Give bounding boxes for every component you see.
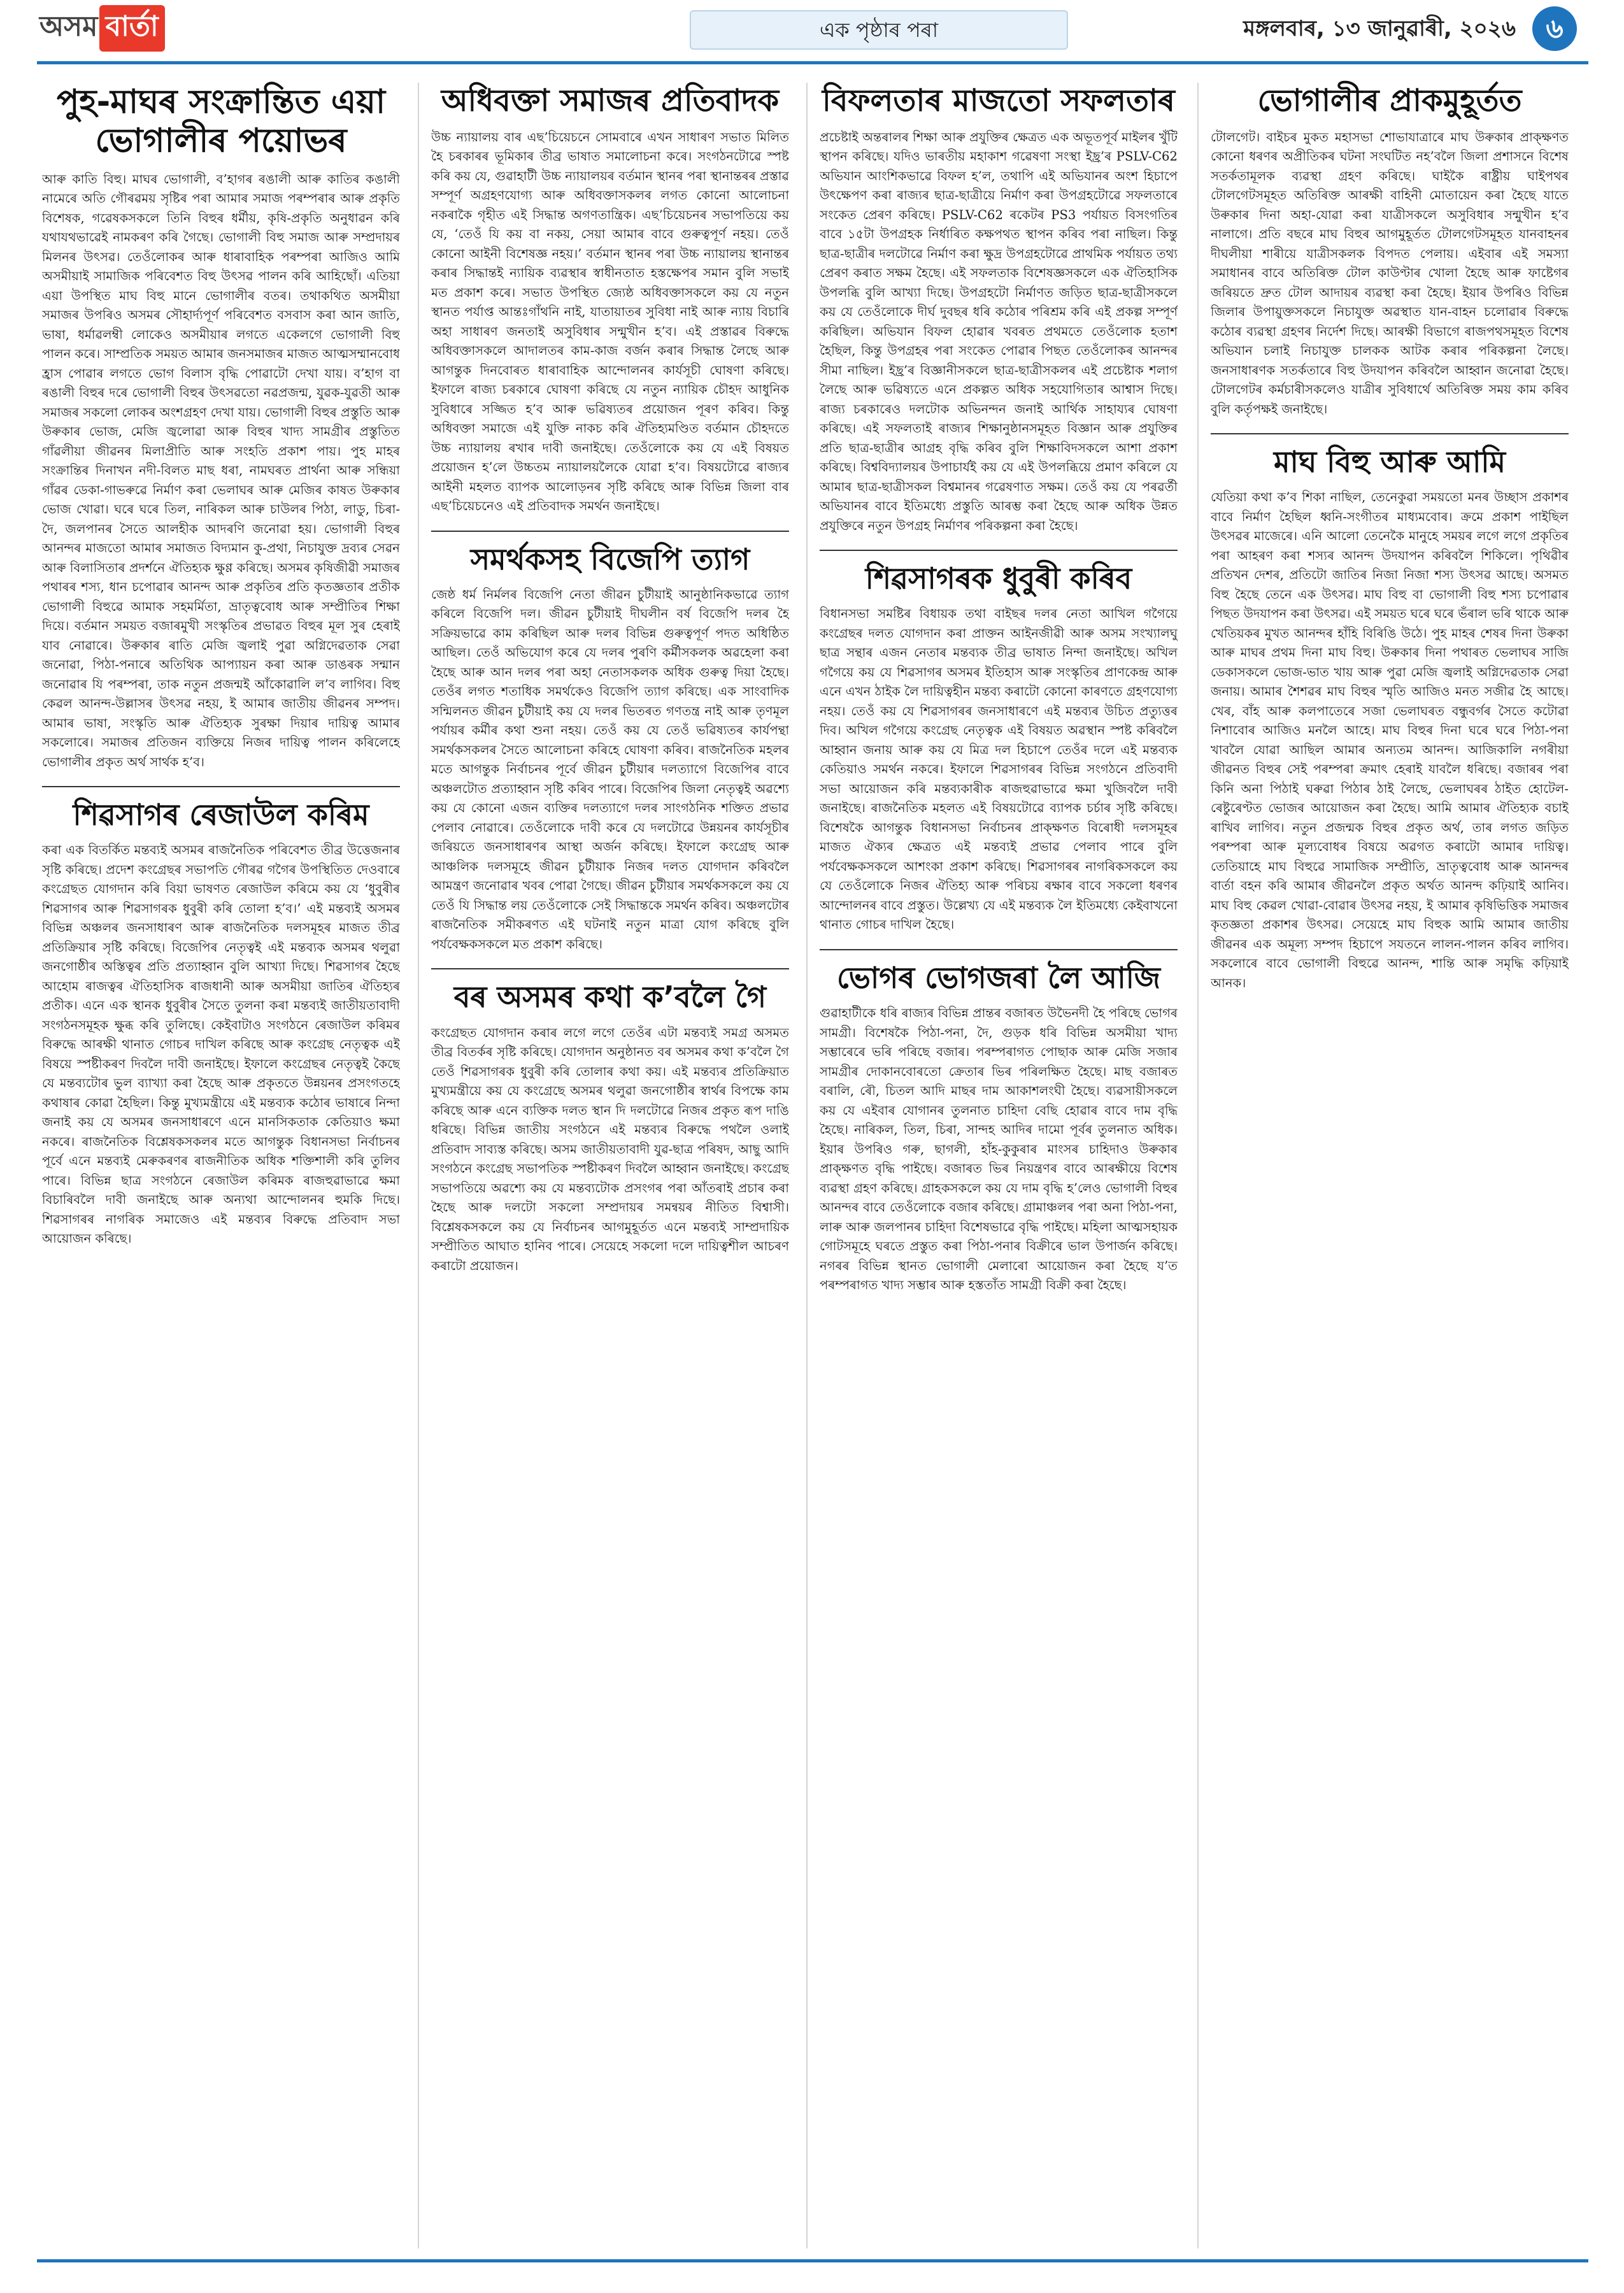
logo-text-part1: অসম (39, 10, 98, 43)
column-3 (820, 79, 1178, 2251)
headline[interactable]: শিৱসাগৰ ৰেজাউল কৰিম (73, 797, 369, 832)
article-divider (42, 786, 400, 787)
article-advocate (431, 83, 789, 517)
column-1 (42, 79, 400, 2251)
article-failure-success (820, 83, 1178, 536)
column-4 (1211, 79, 1569, 2251)
article-divider (431, 968, 789, 969)
article-pus-magh (42, 83, 400, 772)
footer-rule (37, 2259, 1588, 2262)
headline[interactable]: মাঘ বিহু আৰু আমি (1273, 445, 1506, 480)
article-body: কংগ্ৰেছত যোগদান কৰাৰ লগে লগে তেওঁৰ এটা মন্তব্যই সমগ্ৰ অসমত তীব্ৰ বিতৰ্কৰ সৃষ্টি কৰিছে। যোগদান অনুষ্ঠানত বৰ অসমৰ কথা ক’বলৈ গৈ তেওঁ শিৱসাগৰক ধুবুৰী কৰি তোলাৰ কথা কয়। এই মন্তব্যৰ প্ৰতিক্ৰিয়াত মুখ্যমন্ত্ৰীয়ে কয় যে কংগ্ৰেছে অসমৰ থলুৱা জনগোষ্ঠীৰ স্বাৰ্থৰ বিপক্ষে কাম কৰিছে আৰু এনে ব্যক্তিক দলত স্থান দি দলটোৱে নিজৰ প্ৰকৃত ৰূপ দাঙি ধৰিছে। বিভিন্ন জাতীয় সংগঠনে এই মন্তব্যৰ বিৰুদ্ধে পথলৈ ওলাই প্ৰতিবাদ সাব্যস্ত কৰিছে। অসম জাতীয়তাবাদী যুৱ-ছাত্ৰ পৰিষদ, আছু আদি সংগঠনে কংগ্ৰেছ সভাপতিক স্পষ্টীকৰণ দিবলৈ আহ্বান জনাইছে। কংগ্ৰেছ সভাপতিয়ে অৱশ্যে কয় যে মন্তব্যটোক প্ৰসংগৰ পৰা আঁতৰাই প্ৰচাৰ কৰা হৈছে আৰু দলটো সকলো সম্প্ৰদায়ৰ সমন্বয়ৰ নীতিত বিশ্বাসী। বিশ্লেষকসকলে কয় যে নিৰ্বাচনৰ আগমুহূৰ্তত এনে মন্তব্যই সাম্প্ৰদায়িক সম্প্ৰীতিত আঘাত হানিব পাৰে। সেয়েহে সকলো দলে দায়িত্বশীল আচৰণ কৰাটো প্ৰয়োজন। (431, 1025, 789, 1273)
newspaper-logo[interactable] (39, 9, 165, 47)
article-divider (820, 550, 1178, 551)
article-sibsagar-dhubri (820, 561, 1178, 935)
article-bjp-leave (431, 542, 789, 955)
article-body: যেতিয়া কথা ক’ব শিকা নাছিল, তেনেকুৱা সময়তো মনৰ উচ্ছাস প্ৰকাশৰ বাবে নিৰ্মাণ হৈছিল ধ্বনি-সংগীতৰ মাধ্যমবোৰ। ক্ৰমে প্ৰকাশ পাইছিল উৎসৱৰ মাজেৰে। এনি আলো তেনেকৈ মানুহে সময়ৰ লগে লগে প্ৰকৃতিৰ পৰা আহৰণ কৰা শস্যৰ আনন্দ উদযাপন কৰিবলৈ শিকিলে। পৃথিৱীৰ প্ৰতিখন দেশৰ, প্ৰতিটো জাতিৰ নিজা নিজা শস্য উৎসৱ আছে। অসমত বিহু হৈছে তেনে এক উৎসৱ। মাঘ বিহু বা ভোগালী বিহু শস্য চপোৱাৰ পিছত উদযাপন কৰা উৎসৱ। এই সময়ত ঘৰে ঘৰে ভঁৰাল ভৰি থাকে আৰু খেতিয়কৰ মুখত আনন্দৰ হাঁহি বিৰিঙি উঠে। পুহ মাহৰ শেষৰ দিনা উৰুকা আৰু মাঘৰ প্ৰথম দিনা মাঘ বিহু। উৰুকাৰ দিনা পথাৰত ভেলাঘৰ সাজি ডেকাসকলে ভোজ-ভাত খায় আৰু পুৱা মেজি জ্বলাই অগ্নিদেৱতাক সেৱা জনায়। আমাৰ শৈশৱৰ মাঘ বিহুৰ স্মৃতি আজিও মনত সজীৱ হৈ আছে। খেৰ, বাঁহ আৰু কলপাতেৰে সজা ভেলাঘৰত বন্ধুবৰ্গৰ সৈতে কটোৱা নিশাবোৰ আজিও মনলৈ আহে। মাঘ বিহুৰ দিনা ঘৰে ঘৰে পিঠা-পনা খাবলৈ যোৱা আছিল আমাৰ অন্যতম আনন্দ। আজিকালি নগৰীয়া জীৱনত বিহুৰ সেই পৰম্পৰা ক্ৰমাৎ হেৰাই যাবলৈ ধৰিছে। বজাৰৰ পৰা কিনি অনা পিঠাই ঘৰুৱা পিঠাৰ ঠাই লৈছে, ভেলাঘৰৰ ঠাইত হোটেল-ৰেষ্টুৰেণ্টত ভোজৰ আয়োজন কৰা হৈছে। আমি আমাৰ ঐতিহ্যক বচাই ৰাখিব লাগিব। নতুন প্ৰজন্মক বিহুৰ প্ৰকৃত অৰ্থ, তাৰ লগত জড়িত পৰম্পৰা আৰু মূল্যবোধৰ বিষয়ে অৱগত কৰাটো আমাৰ দায়িত্ব। তেতিয়াহে মাঘ বিহুৱে সামাজিক সম্প্ৰীতি, ভ্ৰাতৃত্ববোধ আৰু আনন্দৰ বাৰ্তা বহন কৰি আমাৰ জীৱনলৈ প্ৰকৃত অৰ্থত আনন্দ কঢ়িয়াই আনিব। মাঘ বিহু কেৱল খোৱা-বোৱাৰ উৎসৱ নহয়, ই আমাৰ কৃষিভিত্তিক সমাজৰ কৃতজ্ঞতা প্ৰকাশৰ উৎসৱ। সেয়েহে মাঘ বিহুক আমি আমাৰ জাতীয় জীৱনৰ এক অমূল্য সম্পদ হিচাপে সযতনে লালন-পালন কৰিব লাগিব। সকলোৰে বাবে ভোগালী বিহুৱে আনন্দ, শান্তি আৰু সমৃদ্ধি কঢ়িয়াই আনক। (1211, 490, 1569, 990)
article-bor-axom (431, 980, 789, 1276)
article-body: বিধানসভা সমষ্টিৰ বিধায়ক তথা বাইছৰ দলৰ নেতা আখিল গগৈয়ে কংগ্ৰেছৰ দলত যোগদান কৰা প্ৰাক্তন আইনজীৱী আৰু অসম সংখ্যালঘু ছাত্ৰ সন্থাৰ এজন নেতাৰ মন্তব্যক তীব্ৰ ভাষাত নিন্দা জনাইছে। অখিল গগৈয়ে কয় যে শিৱসাগৰ অসমৰ ইতিহাস আৰু সংস্কৃতিৰ প্ৰাণকেন্দ্ৰ আৰু এনে এখন ঠাইক লৈ দায়িত্বহীন মন্তব্য কৰাটো কোনো কাৰণতে গ্ৰহণযোগ্য নহয়। তেওঁ কয় যে শিৱসাগৰৰ জনসাধাৰণে এই মন্তব্যৰ উচিত প্ৰত্যুত্তৰ দিব। অখিল গগৈয়ে কংগ্ৰেছ নেতৃত্বক এই বিষয়ত অৱস্থান স্পষ্ট কৰিবলৈ আহ্বান জনায় আৰু কয় যে মিত্ৰ দল হিচাপে তেওঁৰ দলে এই মন্তব্যক কেতিয়াও সমৰ্থন নকৰে। ইফালে শিৱসাগৰৰ বিভিন্ন সংগঠনে প্ৰতিবাদী সভা আয়োজন কৰি মন্তব্যকাৰীক ৰাজহুৱাভাৱে ক্ষমা খুজিবলৈ দাবী জনাইছে। ৰাজনৈতিক মহলত এই বিষয়টোৱে ব্যাপক চৰ্চাৰ সৃষ্টি কৰিছে। বিশেষকৈ আগন্তুক বিধানসভা নিৰ্বাচনৰ প্ৰাক্ক্ষণত বিৰোধী দলসমূহৰ মাজত ঐক্যৰ ক্ষেত্ৰত এই মন্তব্যই প্ৰভাৱ পেলাব পাৰে বুলি পৰ্যবেক্ষকসকলে আশংকা প্ৰকাশ কৰিছে। শিৱসাগৰৰ নাগৰিকসকলে কয় যে তেওঁলোকে নিজৰ ঐতিহ্য আৰু পৰিচয় ৰক্ষাৰ বাবে সকলো ধৰণৰ আন্দোলনৰ বাবে প্ৰস্তুত। উল্লেখ্য যে এই মন্তব্যক লৈ ইতিমধ্যে কেইবাখনো থানাত গোচৰ দাখিল হৈছে। (820, 606, 1178, 932)
article-body: আৰু কাতি বিহু। মাঘৰ ভোগালী, ব’হাগৰ ৰঙালী আৰু কাতিৰ কঙালী নামেৰে অতি গৌৰৱময় সৃষ্টিৰ পৰা আমাৰ সমাজ পৰম্পৰাৰ আৰু প্ৰকৃতি বিশেষক, গৱেষকসকলে তিনি বিহুৰ ধৰ্মীয়, কৃষি-প্ৰকৃতি অনুধাৱন কৰি যথাযথভাৱেই নামকৰণ কৰি গৈছে। ভোগালী বিহু সমাজ আৰু সম্প্ৰদায়ৰ মিলনৰ উৎসৱ। তেওঁলোকৰ আৰু ধাৰাবাহিক পৰম্পৰা আজিও আমি অসমীয়াই সামাজিক পৰিবেশত বিহু উৎসৱ পালন কৰি আহিছোঁ। এতিয়া এয়া উপস্থিত মাঘ বিহু মানে ভোগালীৰ বতৰ। তথাকথিত অসমীয়া সমাজৰ উপৰিও অসমৰ সৌহাৰ্দ্যপূৰ্ণ পৰিবেশত বসবাস কৰা আন জাতি, ভাষা, ধৰ্মাৱলম্বী লোকেও অসমীয়াৰ লগতে একেলগে ভোগালী বিহু পালন কৰে। সাম্প্ৰতিক সময়ত আমাৰ জনসমাজৰ মাজত আত্মসম্মানবোধ হ্ৰাস পোৱাৰ লগতে ভোগ বিলাস বৃদ্ধি পোৱাটো দেখা যায়। ব’হাগ বা ৰঙালী বিহুৰ দৰে ভোগালী বিহুৰ উৎসৱতো নৱপ্ৰজন্ম, যুৱক-যুৱতী আৰু সমাজৰ সকলো লোকৰ অংশগ্ৰহণ দেখা যায়। ভোগালী বিহুৰ প্ৰস্তুতি আৰু উৰুকাৰ ভোজ, মেজি জ্বলোৱা আৰু বিহুৰ খাদ্য সামগ্ৰীৰ প্ৰস্তুতিত গাঁৱলীয়া জীৱনৰ মিলাপ্ৰীতি আৰু সংহতি প্ৰকাশ পায়। পুহ মাহৰ সংক্ৰান্তিৰ দিনাখন নদী-বিলত মাছ ধৰা, নামঘৰত প্ৰাৰ্থনা আৰু সন্ধিয়া গাঁৱৰ ডেকা-গাভৰুৱে নিৰ্মাণ কৰা ভেলাঘৰ আৰু মেজিৰ কাষত উৰুকাৰ ভোজ খোৱা। ঘৰে ঘৰে তিল, নাৰিকল আৰু চাউলৰ পিঠা, লাডু, চিৰা-দৈ, জলপানৰ সৈতে আলহীক আদৰণি জনোৱা হয়। ভোগালী বিহুৰ আনন্দৰ মাজতো আমাৰ সমাজত বিদ্যমান কু-প্ৰথা, নিচাযুক্ত দ্ৰব্যৰ সেৱন আৰু বিলাসিতাৰ প্ৰদৰ্শনে ঐতিহ্যক ক্ষুণ্ণ কৰিছে। অসমৰ কৃষিজীৱী সমাজৰ পথাৰৰ শস্য, ধান চপোৱাৰ আনন্দ আৰু প্ৰকৃতিৰ প্ৰতি কৃতজ্ঞতাৰ প্ৰতীক ভোগালী বিহুৱে আমাক সহমৰ্মিতা, ভ্ৰাতৃত্ববোধ আৰু সম্প্ৰীতিৰ শিক্ষা দিয়ে। বৰ্তমান সময়ত বজাৰমুখী সংস্কৃতিৰ প্ৰভাৱত বিহুৰ মূল সুৰ হেৰাই যাব নোৱাৰে। উৰুকাৰ ৰাতি মেজি জ্বলাই পুৱা অগ্নিদেৱতাক সেৱা জনোৱা, পিঠা-পনাৰে অতিথিক আপ্যায়ন কৰা আৰু ডাঙৰক সন্মান জনোৱাৰ যি পৰম্পৰা, তাক নতুন প্ৰজন্মই আঁকোৱালি ল’ব লাগিব। বিহু কেৱল আনন্দ-উল্লাসৰ উৎসৱ নহয়, ই আমাৰ জাতীয় জীৱনৰ সম্পদ। আমাৰ ভাষা, সংস্কৃতি আৰু ঐতিহ্যক সুৰক্ষা দিয়াৰ দায়িত্ব আমাৰ সকলোৰে। সমাজৰ প্ৰতিজন ব্যক্তিয়ে নিজৰ দায়িত্ব পালন কৰিলেহে ভোগালীৰ প্ৰকৃত অৰ্থ সাৰ্থক হ’ব। (42, 171, 400, 769)
headline[interactable]: শিৱসাগৰক ধুবুৰী কৰিব (865, 561, 1132, 596)
article-body: প্ৰচেষ্টাই অন্তৰালৰ শিক্ষা আৰু প্ৰযুক্তিৰ ক্ষেত্ৰত এক অভূতপূৰ্ব মাইলৰ খুঁটি স্থাপন কৰিছে। যদিও ভাৰতীয় মহাকাশ গৱেষণা সংস্থা ইছ্ৰ’ৰ PSLV-C62 অভিযান আংশিকভাৱে বিফল হ’ল, তথাপি এই অভিযানৰ অংশ হিচাপে উৎক্ষেপণ কৰা ৰাজ্যৰ ছাত্ৰ-ছাত্ৰীয়ে নিৰ্মাণ কৰা উপগ্ৰহটোৱে সফলতাৰে সংকেত প্ৰেৰণ কৰিছে। PSLV-C62 ৰকেটৰ PS3 পৰ্যায়ত বিসংগতিৰ বাবে ১৫টা উপগ্ৰহক নিৰ্ধাৰিত কক্ষপথত স্থাপন কৰিব পৰা নাছিল। কিন্তু ছাত্ৰ-ছাত্ৰীৰ দলটোৱে নিৰ্মাণ কৰা ক্ষুদ্ৰ উপগ্ৰহটোৱে প্ৰাথমিক পৰ্যায়ত তথ্য প্ৰেৰণ কৰাত সক্ষম হৈছে। এই সফলতাক বিশেষজ্ঞসকলে এক ঐতিহাসিক উপলব্ধি বুলি আখ্যা দিছে। উপগ্ৰহটো নিৰ্মাণত জড়িত ছাত্ৰ-ছাত্ৰীসকলে কয় যে তেওঁলোকে দীৰ্ঘ দুবছৰ ধৰি কঠোৰ পৰিশ্ৰম কৰি এই প্ৰকল্প সম্পূৰ্ণ কৰিছিল। অভিযান বিফল হোৱাৰ খবৰত প্ৰথমতে তেওঁলোক হতাশ হৈছিল, কিন্তু উপগ্ৰহৰ পৰা সংকেত পোৱাৰ পিছত তেওঁলোকৰ আনন্দৰ সীমা নাছিল। ইছ্ৰ’ৰ বিজ্ঞানীসকলে ছাত্ৰ-ছাত্ৰীসকলৰ এই প্ৰচেষ্টাক শলাগ লৈছে আৰু ভৱিষ্যতে এনে প্ৰকল্পত অধিক সহযোগিতাৰ আশ্বাস দিছে। ৰাজ্য চৰকাৰেও দলটোক অভিনন্দন জনাই আৰ্থিক সাহায্যৰ ঘোষণা কৰিছে। এই সফলতাই ৰাজ্যৰ শিক্ষানুষ্ঠানসমূহত বিজ্ঞান আৰু প্ৰযুক্তিৰ প্ৰতি ছাত্ৰ-ছাত্ৰীৰ আগ্ৰহ বৃদ্ধি কৰিব বুলি শিক্ষাবিদসকলে আশা প্ৰকাশ কৰিছে। বিশ্ববিদ্যালয়ৰ উপাচাৰ্যই কয় যে এই উপলব্ধিয়ে প্ৰমাণ কৰিলে যে আমাৰ ছাত্ৰ-ছাত্ৰীসকল বিশ্বমানৰ গৱেষণাত সক্ষম। তেওঁ কয় যে পৰৱৰ্তী অভিযানৰ বাবে ইতিমধ্যে প্ৰস্তুতি আৰম্ভ কৰা হৈছে আৰু অধিক উন্নত প্ৰযুক্তিৰে নতুন উপগ্ৰহ নিৰ্মাণৰ পৰিকল্পনা কৰা হৈছে। (820, 129, 1178, 533)
column-divider (806, 83, 808, 2248)
article-bhogalir-prakmuhurt (1211, 83, 1569, 419)
article-body: কৰা এক বিতৰ্কিত মন্তব্যই অসমৰ ৰাজনৈতিক পৰিবেশত তীব্ৰ উত্তেজনাৰ সৃষ্টি কৰিছে। প্ৰদেশ কংগ্ৰেছৰ সভাপতি গৌৰৱ গগৈৰ উপস্থিতিত দেওবাৰে কংগ্ৰেছত যোগদান কৰি বিয়া ভাষণত ৰেজাউল কৰিমে কয় যে ‘ধুবুৰীৰ শিৱসাগৰ আৰু শিৱসাগৰক ধুবুৰী কৰি তোলা হ’ব।’ এই মন্তব্যই অসমৰ বিভিন্ন অঞ্চলৰ জনসাধাৰণ আৰু ৰাজনৈতিক দলসমূহৰ মাজত তীব্ৰ প্ৰতিক্ৰিয়াৰ সৃষ্টি কৰিছে। বিজেপিৰ নেতৃত্বই এই মন্তব্যক অসমৰ থলুৱা জনগোষ্ঠীৰ অস্তিত্বৰ প্ৰতি প্ৰত্যাহ্বান বুলি আখ্যা দিছে। শিৱসাগৰ হৈছে আহোম ৰাজত্বৰ ঐতিহাসিক ৰাজধানী আৰু অসমীয়া জাতিৰ ঐতিহ্যৰ প্ৰতীক। এনে এক স্থানক ধুবুৰীৰ সৈতে তুলনা কৰা মন্তব্যই জাতীয়তাবাদী সংগঠনসমূহক ক্ষুব্ধ কৰি তুলিছে। কেইবাটাও সংগঠনে ৰেজাউল কৰিমৰ বিৰুদ্ধে আৰক্ষী থানাত গোচৰ দাখিল কৰিছে আৰু কংগ্ৰেছ নেতৃত্বক এই বিষয়ে স্পষ্টীকৰণ দিবলৈ দাবী জনাইছে। ইফালে কংগ্ৰেছৰ নেতৃত্বই কৈছে যে মন্তব্যটোৰ ভুল ব্যাখ্যা কৰা হৈছে আৰু প্ৰকৃততে উন্নয়নৰ প্ৰসংগতহে কথাষাৰ কোৱা হৈছিল। কিন্তু মুখ্যমন্ত্ৰীয়ে এই মন্তব্যক কঠোৰ ভাষাৰে নিন্দা জনাই কয় যে অসমৰ জনসাধাৰণে এনে মানসিকতাক কেতিয়াও ক্ষমা নকৰে। ৰাজনৈতিক বিশ্লেষকসকলৰ মতে আগন্তুক বিধানসভা নিৰ্বাচনৰ পূৰ্বে এনে মন্তব্যই মেৰুকৰণৰ ৰাজনীতিক অধিক শক্তিশালী কৰি তুলিব পাৰে। বিভিন্ন ছাত্ৰ সংগঠনে ৰেজাউল কৰিমক ৰাজহুৱাভাৱে ক্ষমা বিচাৰিবলৈ দাবী জনাইছে আৰু অন্যথা আন্দোলনৰ হুমকি দিছে। শিৱসাগৰৰ নাগৰিক সমাজেও এই মন্তব্যৰ বিৰুদ্ধে প্ৰতিবাদ সভা আয়োজন কৰিছে। (42, 843, 400, 1247)
headline[interactable]: সমৰ্থকসহ বিজেপি ত্যাগ (470, 541, 750, 576)
article-bhogor-bhogjora (820, 961, 1178, 1296)
issue-date: মঙ্গলবাৰ, ১৩ জানুৱাৰী, ২০২৬ (1243, 16, 1516, 41)
headline[interactable]: ভোগৰ ভোগজৰা লৈ আজি (836, 960, 1161, 995)
section-label: এক পৃষ্ঠাৰ পৰা (690, 10, 1068, 50)
column-2 (431, 79, 789, 2251)
article-sibsagar-rejaul (42, 797, 400, 1249)
headline[interactable]: ভোগালীৰ প্ৰাকমুহূৰ্তত (1257, 83, 1522, 118)
logo-text-part2: বাৰ্তা (99, 5, 165, 52)
article-body: জেষ্ঠ ধৰ্ম নিৰ্মলৰ বিজেপি নেতা জীৱন চুটীয়াই আনুষ্ঠানিকভাৱে ত্যাগ কৰিলে বিজেপি দল। জীৱন চুটীয়াই দীঘলীন বৰ্ষ বিজেপি দলৰ হৈ সক্ৰিয়ভাৱে কাম কৰিছিল আৰু দলৰ বিভিন্ন গুৰুত্বপূৰ্ণ পদত অধিষ্ঠিত আছিল। তেওঁ অভিযোগ কৰে যে দলৰ পুৰণি কৰ্মীসকলক অৱহেলা কৰা হৈছে আৰু আন দলৰ পৰা অহা নেতাসকলক অধিক গুৰুত্ব দিয়া হৈছে। তেওঁৰ লগত শতাধিক সমৰ্থকেও বিজেপি ত্যাগ কৰিছে। এক সাংবাদিক সন্মিলনত জীৱন চুটীয়াই কয় যে দলৰ ভিতৰত গণতন্ত্ৰ নাই আৰু তৃণমূল পৰ্যায়ৰ কৰ্মীৰ কথা শুনা নহয়। তেওঁ কয় যে তেওঁ ভৱিষ্যতৰ কাৰ্যপন্থা সমৰ্থকসকলৰ সৈতে আলোচনা কৰিহে ঘোষণা কৰিব। ৰাজনৈতিক মহলৰ মতে আগন্তুক নিৰ্বাচনৰ পূৰ্বে জীৱন চুটীয়াৰ দলত্যাগে বিজেপিৰ বাবে অঞ্চলটোত প্ৰত্যাহ্বান সৃষ্টি কৰিব পাৰে। বিজেপিৰ জিলা নেতৃত্বই অৱশ্যে কয় যে কোনো এজন ব্যক্তিৰ দলত্যাগে দলৰ সাংগঠনিক শক্তিত প্ৰভাৱ পেলাব নোৱাৰে। তেওঁলোকে দাবী কৰে যে দলটোৱে উন্নয়নৰ কাৰ্যসূচীৰ জৰিয়তে জনসাধাৰণৰ আস্থা অৰ্জন কৰিছে। ইফালে কংগ্ৰেছ আৰু আঞ্চলিক দলসমূহে জীৱন চুটীয়াক নিজৰ দলত যোগদান কৰিবলৈ আমন্ত্ৰণ জনোৱাৰ খবৰ পোৱা গৈছে। জীৱন চুটীয়াৰ সমৰ্থকসকলে কয় যে তেওঁ যি সিদ্ধান্ত লয় তেওঁলোকে সেই সিদ্ধান্তকে সমৰ্থন কৰিব। অঞ্চলটোৰ ৰাজনৈতিক সমীকৰণত এই ঘটনাই নতুন মাত্ৰা যোগ কৰিছে বুলি পৰ্যবেক্ষকসকলে মত প্ৰকাশ কৰিছে। (431, 587, 789, 952)
column-divider (1197, 83, 1199, 2248)
column-divider (418, 83, 419, 2248)
article-divider (1211, 433, 1569, 434)
headline[interactable]: বৰ অসমৰ কথা ক’বলৈ গৈ (453, 980, 767, 1015)
article-body: গুৱাহাটীকে ধৰি ৰাজ্যৰ বিভিন্ন প্ৰান্তৰ বজাৰত উভৈনদী হৈ পৰিছে ভোগৰ সামগ্ৰী। বিশেষকৈ পিঠা-পনা, দৈ, গুড়ক ধৰি বিভিন্ন অসমীয়া খাদ্য সম্ভাৰেৰে ভৰি পৰিছে বজাৰ। পৰম্পৰাগত পোছাক আৰু মেজি সজাৰ সামগ্ৰীৰ দোকানবোৰতো ক্ৰেতাৰ ভিৰ পৰিলক্ষিত হৈছে। মাছ বজাৰত বৰালি, ৰৌ, চিতল আদি মাছৰ দাম আকাশলংঘী হৈছে। ব্যৱসায়ীসকলে কয় যে এইবাৰ যোগানৰ তুলনাত চাহিদা বেছি হোৱাৰ বাবে দাম বৃদ্ধি হৈছে। নাৰিকল, তিল, চিৰা, সান্দহ আদিৰ দামো পূৰ্বৰ তুলনাত অধিক। ইয়াৰ উপৰিও গৰু, ছাগলী, হাঁহ-কুকুৰাৰ মাংসৰ চাহিদাও উৰুকাৰ প্ৰাক্ক্ষণত বৃদ্ধি পাইছে। বজাৰত ভিৰ নিয়ন্ত্ৰণৰ বাবে আৰক্ষীয়ে বিশেষ ব্যৱস্থা গ্ৰহণ কৰিছে। গ্ৰাহকসকলে কয় যে দাম বৃদ্ধি হ’লেও ভোগালী বিহুৰ আনন্দৰ বাবে তেওঁলোকে বজাৰ কৰিছে। গ্ৰামাঞ্চলৰ পৰা অনা পিঠা-পনা, লাৰু আৰু জলপানৰ চাহিদা বিশেষভাৱে বৃদ্ধি পাইছে। মহিলা আত্মসহায়ক গোটসমূহে ঘৰতে প্ৰস্তুত কৰা পিঠা-পনাৰ বিক্ৰীৰে ভাল উপাৰ্জন কৰিছে। নগৰৰ বিভিন্ন স্থানত ভোগালী মেলাৰো আয়োজন কৰা হৈছে য’ত পৰম্পৰাগত খাদ্য সম্ভাৰ আৰু হস্ততাঁত সামগ্ৰী বিক্ৰী কৰা হৈছে। (820, 1006, 1178, 1293)
headline[interactable]: পুহ-মাঘৰ সংক্ৰান্তিত এয়া ভোগালীৰ পয়োভৰ (56, 83, 386, 161)
headline[interactable]: বিফলতাৰ মাজতো সফলতাৰ (822, 83, 1175, 118)
article-body: টোলগেট। বাইচৰ মুকত মহাসভা শোভাযাত্ৰাৰে মাঘ উৰুকাৰ প্ৰাক্ক্ষণত কোনো ধৰণৰ অপ্ৰীতিকৰ ঘটনা সংঘটিত নহ’বলৈ জিলা প্ৰশাসনে বিশেষ সতৰ্কতামূলক ব্যৱস্থা গ্ৰহণ কৰিছে। ঘাইকৈ ৰাষ্ট্ৰীয় ঘাইপথৰ টোলগেটসমূহত অতিৰিক্ত আৰক্ষী বাহিনী মোতায়েন কৰা হৈছে যাতে উৰুকাৰ দিনা অহা-যোৱা কৰা যাত্ৰীসকলে অসুবিধাৰ সন্মুখীন হ’ব নালাগে। প্ৰতি বছৰে মাঘ বিহুৰ আগমুহূৰ্তত টোলগেটসমূহত যানবাহনৰ দীঘলীয়া শাৰীয়ে যাত্ৰীসকলক বিপদত পেলায়। এইবাৰ এই সমস্যা সমাধানৰ বাবে অতিৰিক্ত টোল কাউণ্টাৰ খোলা হৈছে আৰু ফাষ্টেগৰ জৰিয়তে দ্ৰুত টোল আদায়ৰ ব্যৱস্থা কৰা হৈছে। ইয়াৰ উপৰিও বিভিন্ন জিলাৰ উপায়ুক্তসকলে নিচাযুক্ত অৱস্থাত যান-বাহন চলোৱাৰ বিৰুদ্ধে কঠোৰ ব্যৱস্থা গ্ৰহণৰ নিৰ্দেশ দিছে। আৰক্ষী বিভাগে ৰাজপথসমূহত বিশেষ অভিযান চলাই নিচাযুক্ত চালকক আটক কৰাৰ পৰিকল্পনা লৈছে। জনসাধাৰণক সতৰ্কতাৰে বিহু উদযাপন কৰিবলৈ আহ্বান জনোৱা হৈছে। টোলগেটৰ কৰ্মচাৰীসকলেও যাত্ৰীৰ সুবিধাৰ্থে অতিৰিক্ত সময় কাম কৰিব বুলি কৰ্তৃপক্ষই জনাইছে। (1211, 129, 1569, 417)
page-number-badge: ৬ (1532, 6, 1577, 51)
header-rule (37, 61, 1588, 64)
article-divider (820, 949, 1178, 950)
headline[interactable]: অধিবক্তা সমাজৰ প্ৰতিবাদক (441, 83, 780, 118)
article-body: উচ্চ ন্যায়ালয় বাৰ এছ’চিয়েচনে সোমবাৰে এখন সাধাৰণ সভাত মিলিত হৈ চৰকাৰৰ ভূমিকাৰ তীব্ৰ ভাষাত সমালোচনা কৰে। সংগঠনটোৱে স্পষ্ট কৰি কয় যে, গুৱাহাটী উচ্চ ন্যায়ালয়ৰ বৰ্তমান স্থানৰ পৰা স্থানান্তৰৰ প্ৰস্তাৱ সম্পূৰ্ণ অগ্ৰহণযোগ্য আৰু অধিবক্তাসকলৰ লগত কোনো আলোচনা নকৰাকৈ গৃহীত এই সিদ্ধান্ত অগণতান্ত্ৰিক। এছ’চিয়েচনৰ সভাপতিয়ে কয় যে, ‘তেওঁ যি কয় বা নকয়, সেয়া আমাৰ বাবে গুৰুত্বপূৰ্ণ নহয়। তেওঁ কোনো আইনী বিশেষজ্ঞ নহয়।’ বৰ্তমান স্থানৰ পৰা উচ্চ ন্যায়ালয় স্থানান্তৰ কৰাৰ সিদ্ধান্তই ন্যায়িক ব্যৱস্থাৰ স্বাধীনতাত হস্তক্ষেপৰ সমান বুলি সভাই মত প্ৰকাশ কৰে। সভাত উপস্থিত জ্যেষ্ঠ অধিবক্তাসকলে কয় যে নতুন স্থানত পৰ্যাপ্ত আন্তঃগাঁথনি নাই, যাতায়াতৰ সুবিধা নাই আৰু ন্যায় বিচাৰি অহা সাধাৰণ জনতাই অসুবিধাৰ সন্মুখীন হ’ব। এই প্ৰস্তাৱৰ বিৰুদ্ধে অধিবক্তাসকলে আদালতৰ কাম-কাজ বৰ্জন কৰাৰ সিদ্ধান্ত লৈছে আৰু আগন্তুক দিনবোৰত ধাৰাবাহিক আন্দোলনৰ কাৰ্যসূচী ঘোষণা কৰিছে। ইফালে ৰাজ্য চৰকাৰে ঘোষণা কৰিছে যে নতুন ন্যায়িক চৌহদ আধুনিক সুবিধাৰে সজ্জিত হ’ব আৰু ভৱিষ্যতৰ প্ৰয়োজন পূৰণ কৰিব। কিন্তু অধিবক্তা সমাজে এই যুক্তি নাকচ কৰি ঐতিহ্যমণ্ডিত বৰ্তমান চৌহদতে উচ্চ ন্যায়ালয় ৰখাৰ দাবী জনাইছে। তেওঁলোকে কয় যে এই বিষয়ত প্ৰয়োজন হ’লে উচ্চতম ন্যায়ালয়লৈকে যোৱা হ’ব। বিষয়টোৱে ৰাজ্যৰ আইনী মহলত ব্যাপক আলোড়নৰ সৃষ্টি কৰিছে আৰু বিভিন্ন জিলা বাৰ এছ’চিয়েচনেও এই প্ৰতিবাদক সমৰ্থন জনাইছে। (431, 129, 789, 514)
article-magh-bihu-aru-ami (1211, 445, 1569, 993)
article-divider (431, 531, 789, 532)
